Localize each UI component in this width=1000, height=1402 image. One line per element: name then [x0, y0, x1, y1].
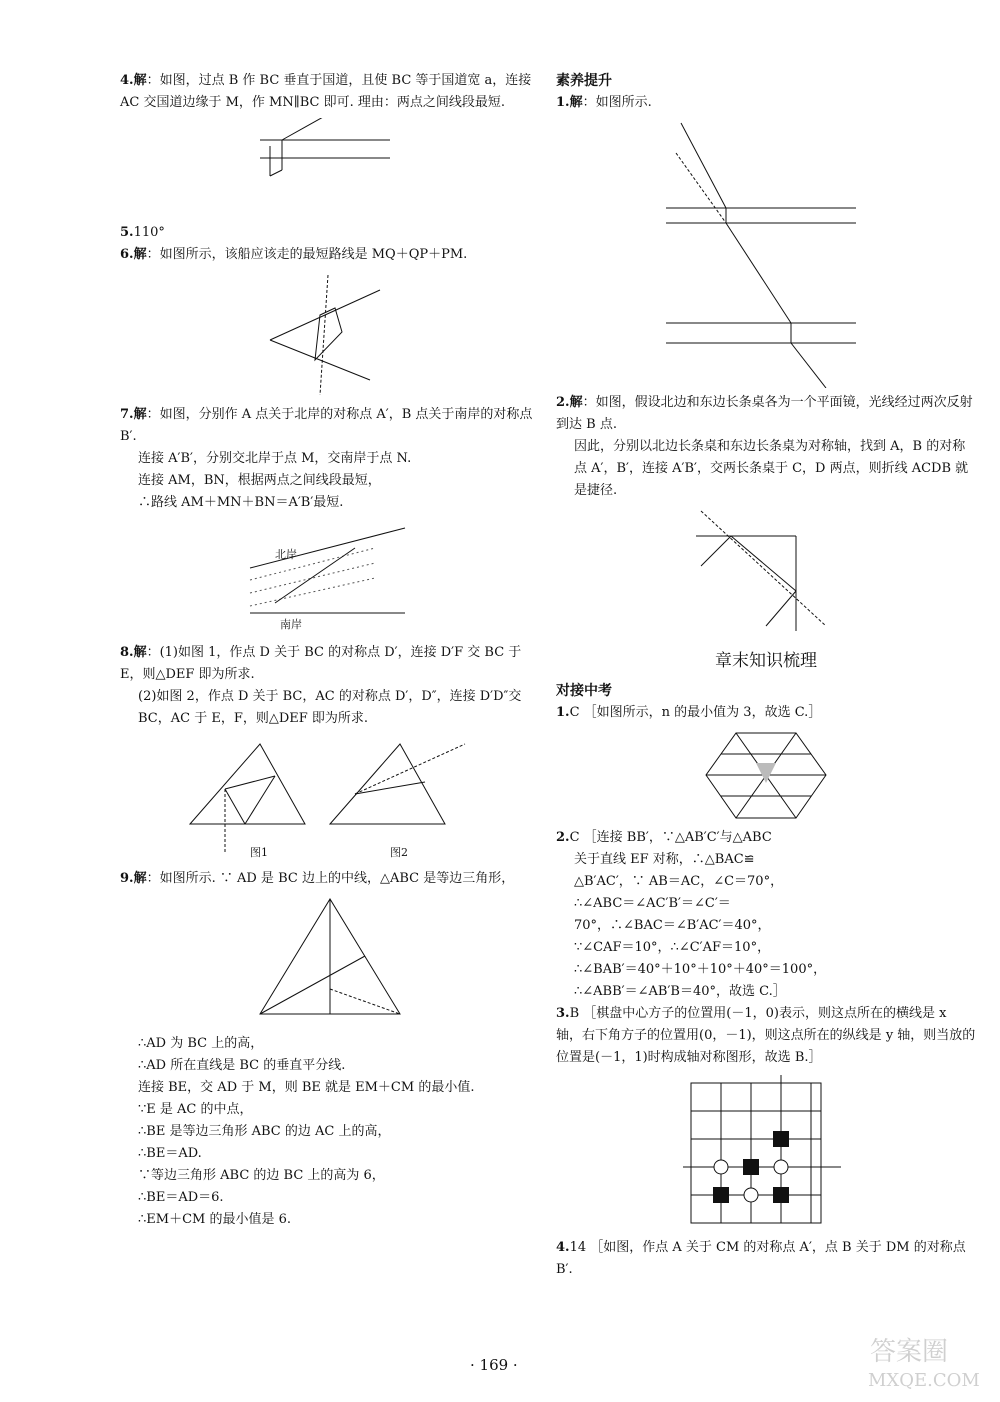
figure-1-caption: 图1: [250, 846, 268, 859]
key-answer-2-line: ∴∠ABB′＝∠AB′B＝40°，故选 C.］: [574, 984, 786, 999]
answer-7-line: 连接 AM，BN，根据两点之间线段最短，: [138, 473, 381, 488]
figure-lines: [656, 118, 876, 388]
answer-9-line: ∴BE＝AD.: [138, 1146, 202, 1161]
answer-9-line: ∵等边三角形 ABC 的边 BC 上的高为 6，: [138, 1168, 385, 1183]
answer-9-line: ∴AD 所在直线是 BC 的垂直平分线.: [138, 1058, 346, 1073]
north-bank-label: 北岸: [275, 548, 297, 561]
answer-7: 7.解：如图，分别作 A 点关于北岸的对称点 A′，B 点关于南岸的对称点 B′.: [120, 407, 533, 444]
key-answer-2-line: ∴∠ABC＝∠AC′B′＝∠C′＝: [574, 896, 731, 911]
figure-mirrors: [686, 506, 846, 636]
answer-7-line: ∴路线 AM＋MN＋BN＝A′B′最短.: [138, 495, 344, 510]
answer-9: 9.解：如图所示. ∵ AD 是 BC 边上的中线，△ABC 是等边三角形，: [120, 871, 515, 886]
svg-text:MXQE.COM: MXQE.COM: [868, 1370, 980, 1391]
chapter-title: 章末知识梳理: [715, 651, 817, 671]
figure-hexagon-grid: [701, 728, 831, 823]
answer-5: 5.110°: [120, 225, 165, 240]
key-answer-2-line: ∵∠CAF＝10°，∴∠C′AF＝10°，: [574, 940, 771, 955]
key-answer-3: 3.B ［棋盘中心方子的位置用(－1，0)表示，则这点所在的横线是 x 轴，右下角方子的位置用(0，－1)，则这点所在的纵线是 y 轴，则当放的位置是(－1，1)时构成轴对称图形，故选 B.］: [556, 1006, 976, 1065]
answer-9-line: ∵E 是 AC 的中点，: [138, 1102, 253, 1117]
answer-7-line: 连接 A′B′，分别交北岸于点 M，交南岸于点 N.: [138, 451, 412, 466]
answer-9-line: ∴BE＝AD＝6.: [138, 1190, 224, 1205]
figure-chessboard: [681, 1073, 851, 1233]
key-answer-2: 2.C ［连接 BB′，∵△AB′C′与△ABC: [556, 830, 772, 845]
answer-9-line: ∴AD 为 BC 上的高，: [138, 1036, 264, 1051]
figure-2-caption: 图2: [390, 846, 408, 859]
key-answer-2-line: 70°，∴∠BAC＝∠B′AC′＝40°，: [574, 918, 771, 933]
answer-6: 6.解：如图所示，该船应该走的最短路线是 MQ＋QP＋PM.: [120, 247, 468, 262]
figure-boat: [260, 270, 400, 400]
key-answer-1: 1.C ［如图所示，n 的最小值为 3，故选 C.］: [556, 705, 822, 720]
answer-9-line: ∴EM＋CM 的最小值是 6.: [138, 1212, 291, 1227]
answer-9-line: 连接 BE，交 AD 于 M，则 BE 就是 EM＋CM 的最小值.: [138, 1080, 475, 1095]
watermark-logo: [860, 1330, 990, 1392]
section-heading: 素养提升: [556, 73, 612, 89]
right-answer-2: 2.解：如图，假设北边和东边长条桌各为一个平面镜，光线经过两次反射到达 B 点.: [556, 395, 973, 432]
key-answer-2-line: △B′AC′，∵ AB＝AC，∠C＝70°，: [574, 874, 784, 889]
answer-9-line: ∴BE 是等边三角形 ABC 的边 AC 上的高，: [138, 1124, 391, 1139]
figure-equilateral: [250, 894, 410, 1029]
answer-8-line: (2)如图 2，作点 D 关于 BC，AC 的对称点 D′，D″，连接 D′D″交 BC，AC 于 E，F，则△DEF 即为所求.: [138, 689, 522, 726]
figure-river: [245, 518, 415, 638]
key-answer-2-line: ∴∠BAB′＝40°＋10°＋10°＋40°＝100°，: [574, 962, 827, 977]
figure-triangles: [180, 734, 480, 864]
right-answer-2-line: 因此，分别以北边长条桌和东边长条桌为对称轴，找到 A，B 的对称点 A′，B′，连接 A′B′，交两长条桌于 C，D 两点，则折线 ACDB 就是捷径.: [574, 439, 969, 498]
left-column: [120, 70, 540, 1231]
svg-text:答案圈: 答案圈: [870, 1337, 949, 1367]
answer-8: 8.解：(1)如图 1，作点 D 关于 BC 的对称点 D′，连接 D′F 交 BC 于 E，则△DEF 即为所求.: [120, 645, 522, 682]
key-answer-4: 4.14 ［如图，作点 A 关于 CM 的对称点 A′，点 B 关于 DM 的对称点 B′.: [556, 1240, 966, 1277]
key-answer-2-line: 关于直线 EF 对称，∴△BAC≌: [574, 852, 755, 867]
right-answer-1: 1.解：如图所示.: [556, 95, 652, 110]
answer-4: 4.解：如图，过点 B 作 BC 垂直于国道，且使 BC 等于国道宽 a，连接 AC 交国道边缘于 M，作 MN∥BC 即可. 理由：两点之间线段最短.: [120, 73, 532, 110]
south-bank-label: 南岸: [280, 618, 302, 631]
section-heading: 对接中考: [556, 683, 612, 699]
figure-road: [230, 118, 430, 218]
right-column: [556, 70, 976, 1281]
page-number: · 169 ·: [470, 1356, 518, 1374]
